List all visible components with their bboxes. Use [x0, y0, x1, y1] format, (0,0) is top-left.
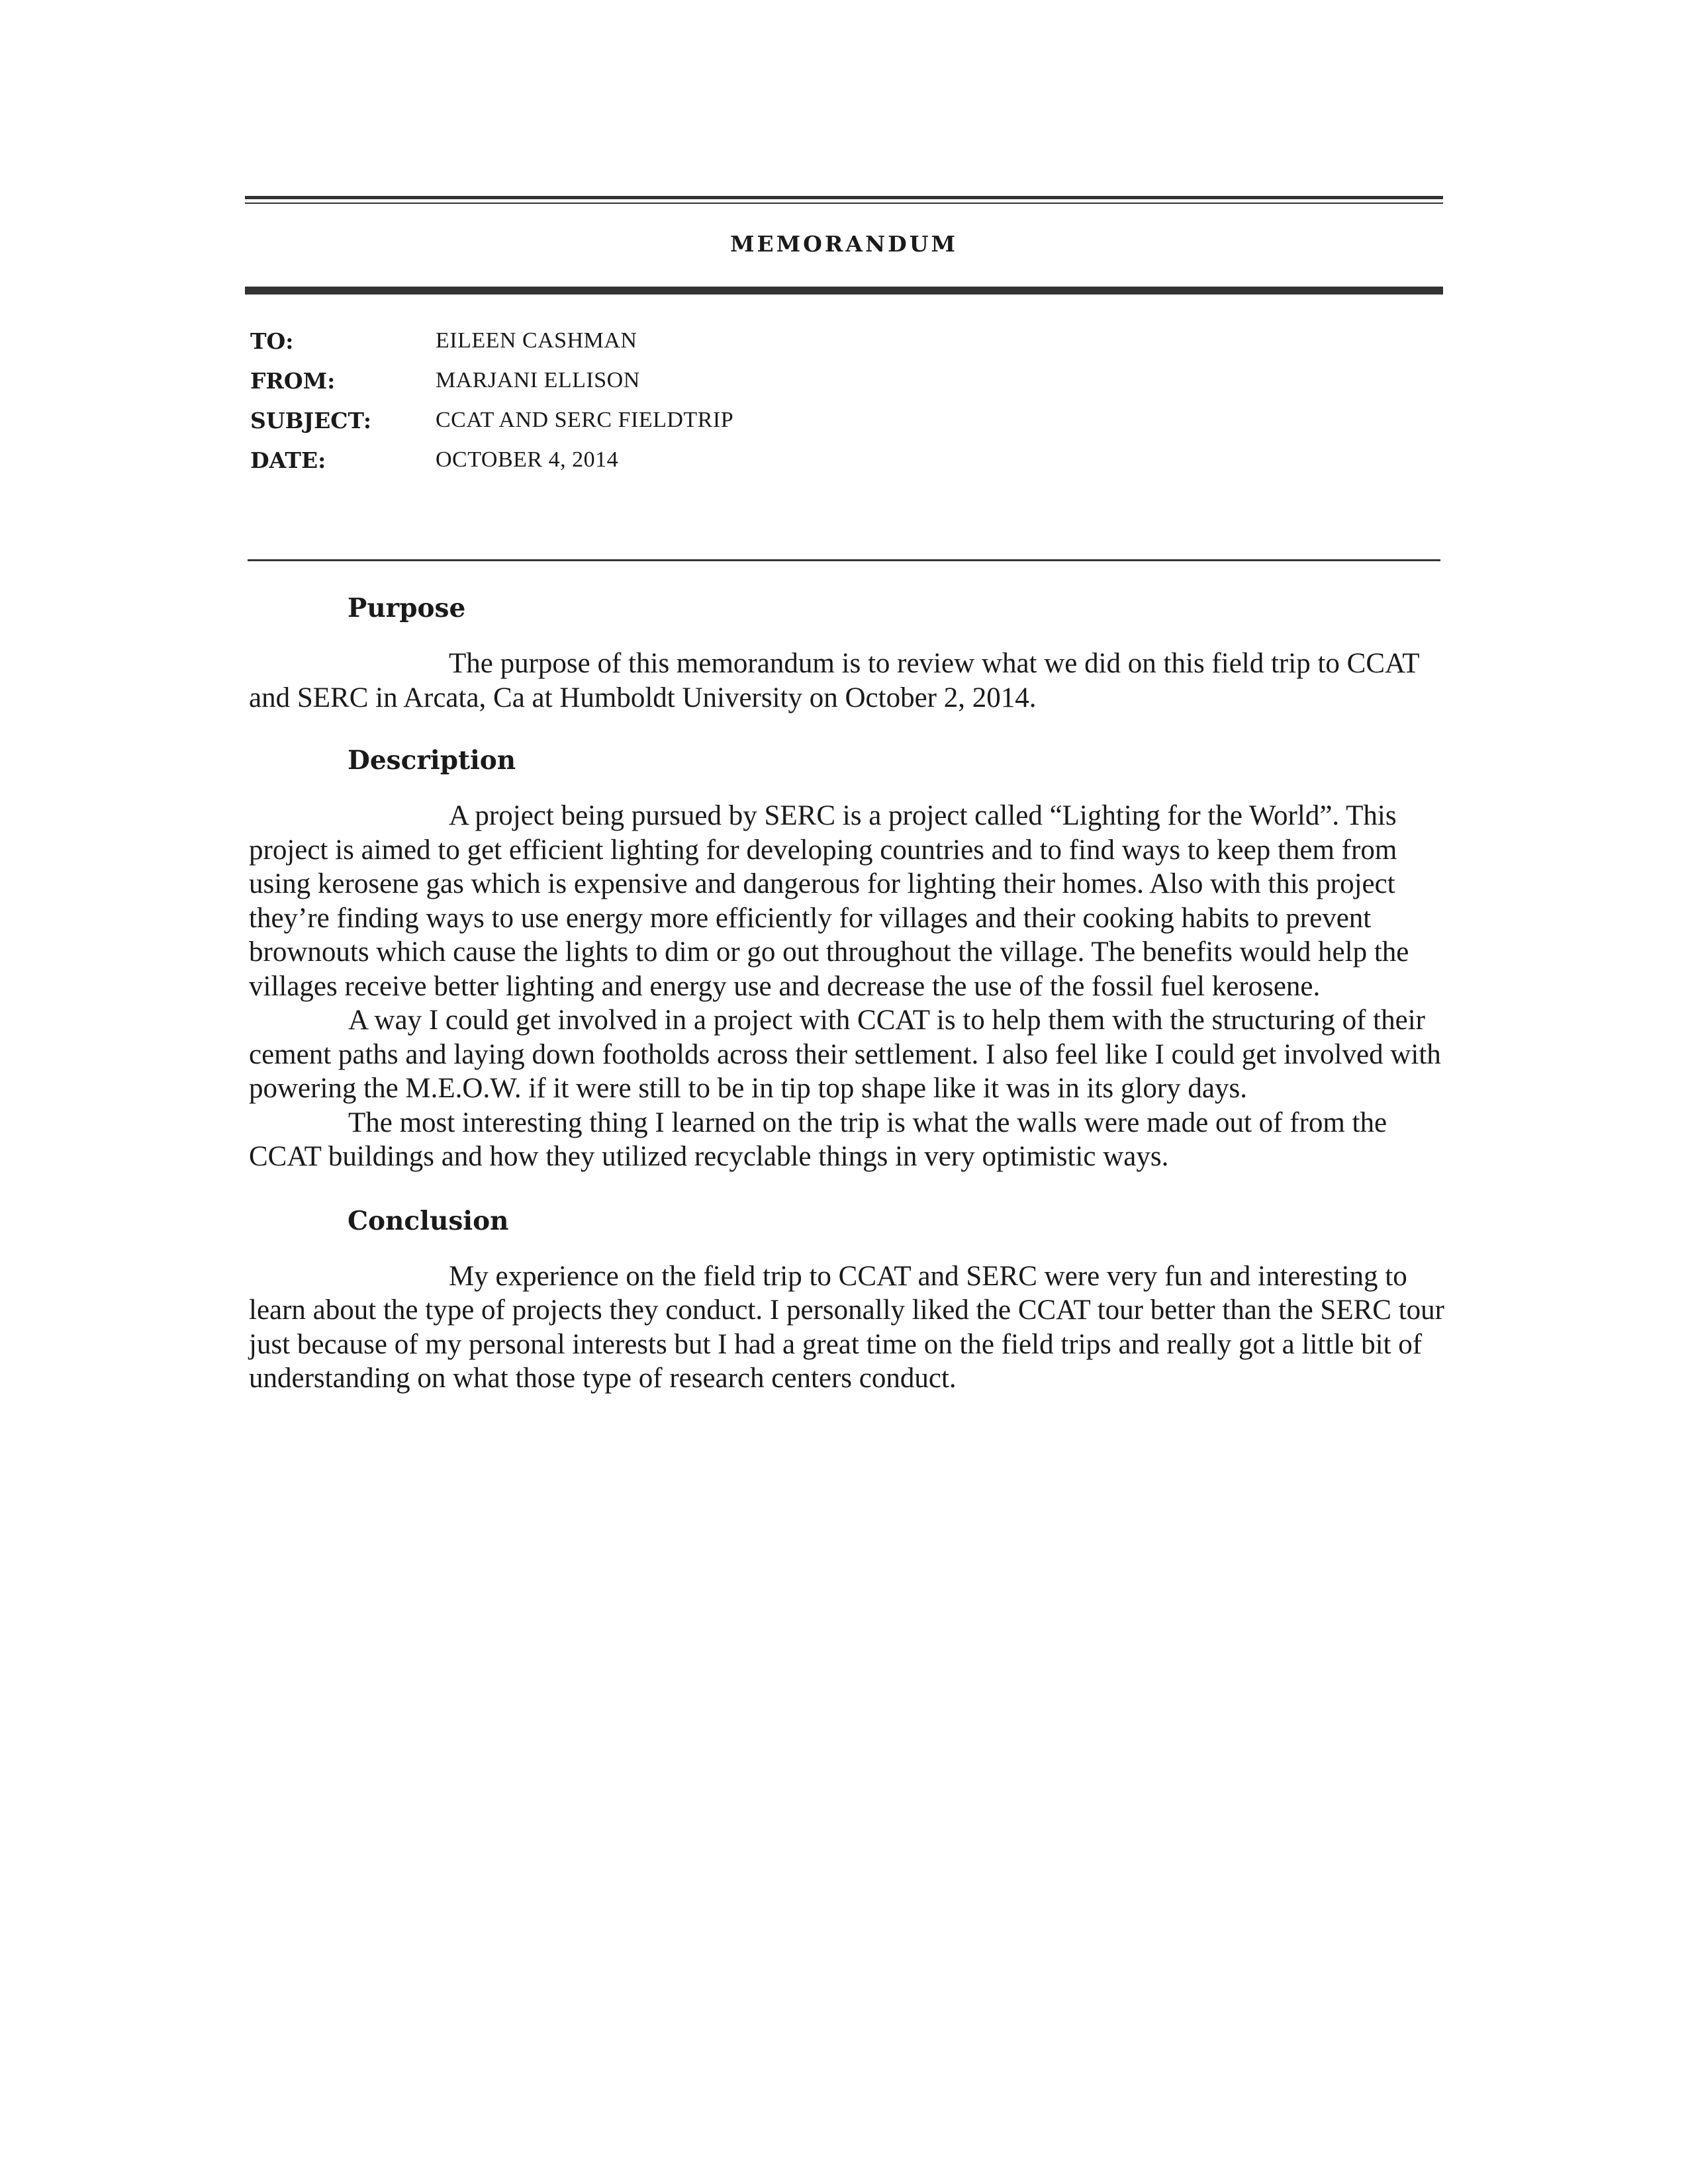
description-paragraph-1: A project being pursued by SERC is a project called “Lighting for the World”. This project is aimed to get efficient lighting for developing countries and to find ways to keep them from using kerosene gas which is expensive and dangerous for lighting their homes. Also with this project they’re finding ways to use energy more efficiently for villages and their cooking habits to prevent brownouts which cause the lights to dim or go out throughout the village. The benefits would help the villages receive better lighting and energy use and decrease the use of the fossil fuel kerosene. — [249, 800, 1409, 1002]
field-value: EILEEN CASHMAN — [436, 328, 637, 353]
description-heading: Description — [348, 745, 516, 776]
field-date — [250, 440, 1443, 480]
title-rule — [245, 287, 1443, 295]
field-label: FROM: — [250, 367, 336, 394]
field-label: SUBJECT: — [250, 407, 372, 433]
conclusion-paragraph: My experience on the field trip to CCAT and SERC were very fun and interesting to learn about the type of projects they conduct. I personally liked the CCAT tour better than the SERC tour just because of my personal interests but I had a great time on the field trips and really got a little bit of understanding on what those type of research centers conduct. — [249, 1260, 1444, 1394]
conclusion-body — [249, 1259, 1447, 1396]
header-rule-thin — [245, 203, 1443, 204]
field-subject — [250, 400, 1443, 440]
purpose-body — [249, 647, 1447, 715]
description-paragraph-2: A way I could get involved in a project with CCAT is to help them with the structuring of their cement paths and laying down footholds across their settlement. I also feel like I could get involved with powering the M.E.O.W. if it were still to be in tip top shape like it was in its glory days. — [249, 1005, 1441, 1104]
memo-page — [245, 196, 1443, 1396]
memo-fields — [250, 321, 1443, 480]
separator-rule — [248, 559, 1440, 561]
description-body — [249, 799, 1447, 1174]
field-label: TO: — [250, 328, 294, 354]
field-value: OCTOBER 4, 2014 — [436, 447, 619, 472]
description-paragraph-3: The most interesting thing I learned on the trip is what the walls were made out of from the CCAT buildings and how they utilized recyclable things in very optimistic ways. — [249, 1107, 1387, 1172]
field-from — [250, 361, 1443, 400]
field-label: DATE: — [250, 447, 326, 473]
field-value: CCAT AND SERC FIELDTRIP — [436, 408, 734, 432]
conclusion-heading: Conclusion — [348, 1205, 509, 1236]
memo-title: MEMORANDUM — [729, 231, 959, 257]
purpose-paragraph: The purpose of this memorandum is to review what we did on this field trip to CCAT and SERC in Arcata, Ca at Humboldt University on October 2, 2014. — [249, 648, 1419, 713]
field-to — [250, 321, 1443, 361]
header-rule-thick — [245, 196, 1443, 199]
purpose-heading: Purpose — [348, 593, 466, 623]
field-value: MARJANI ELLISON — [436, 368, 640, 392]
